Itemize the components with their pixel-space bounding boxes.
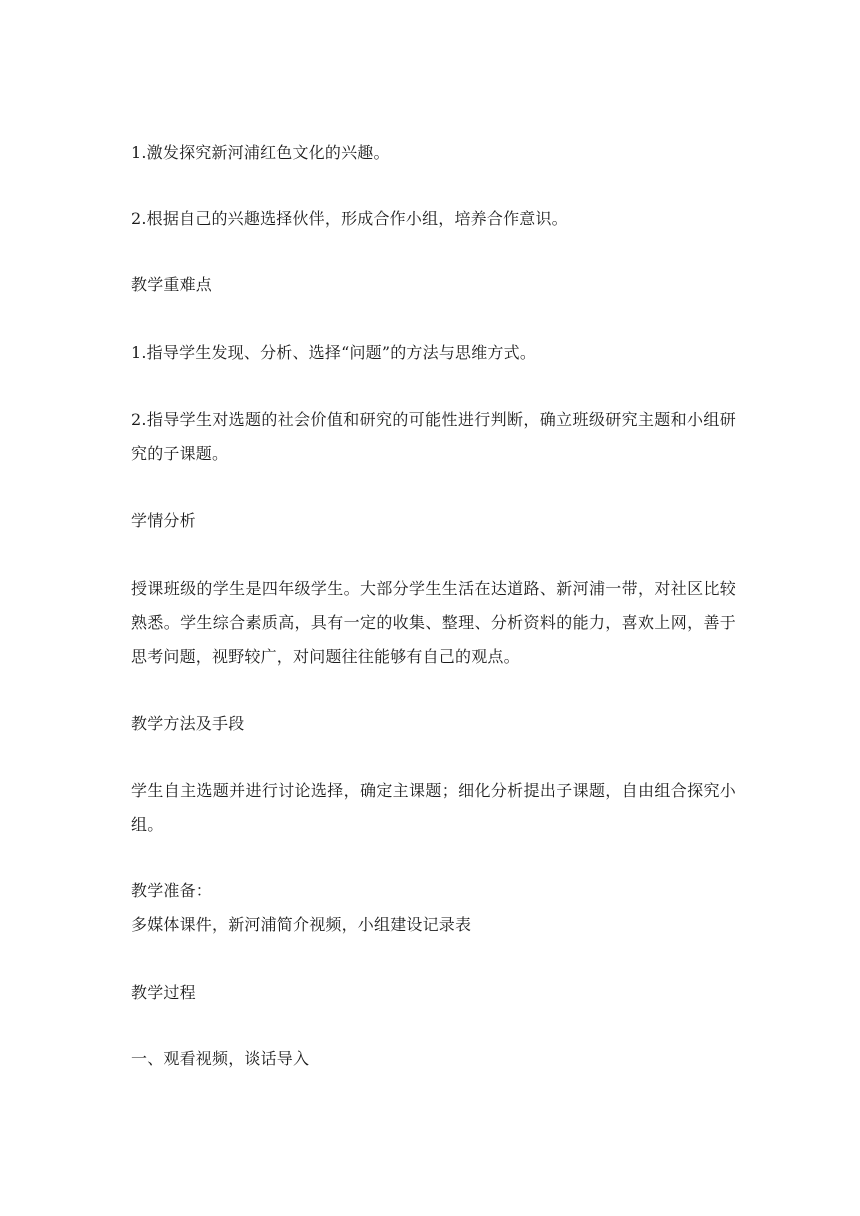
analysis-text: 授课班级的学生是四年级学生。大部分学生生活在达道路、新河浦一带，对社区比较熟悉。学生综合素质高，具有一定的收集、整理、分析资料的能力，喜欢上网，善于思考问题，视野较广，对问题往往能够有自己的观点。 <box>131 579 736 666</box>
process-heading: 教学过程 <box>131 983 196 1002</box>
objective-2: 2.根据自己的兴趣选择伙伴，形成合作小组，培养合作意识。 <box>131 209 568 228</box>
step-1-heading: 一、观看视频，谈话导入 <box>131 1049 310 1068</box>
methods-text: 学生自主选题并进行讨论选择，确定主课题；细化分析提出子课题，自由组合探究小组。 <box>131 781 736 834</box>
objective-1: 1.激发探究新河浦红色文化的兴趣。 <box>131 143 390 162</box>
methods-heading: 教学方法及手段 <box>131 714 245 733</box>
preparation-text: 多媒体课件，新河浦简介视频，小组建设记录表 <box>131 915 472 934</box>
preparation-heading: 教学准备： <box>131 881 213 900</box>
key-points-heading: 教学重难点 <box>131 275 213 294</box>
key-point-2: 2.指导学生对选题的社会价值和研究的可能性进行判断，确立班级研究主题和小组研究的子课题。 <box>131 410 736 463</box>
key-point-1: 1.指导学生发现、分析、选择“问题”的方法与思维方式。 <box>131 343 537 362</box>
analysis-heading: 学情分析 <box>131 511 196 530</box>
